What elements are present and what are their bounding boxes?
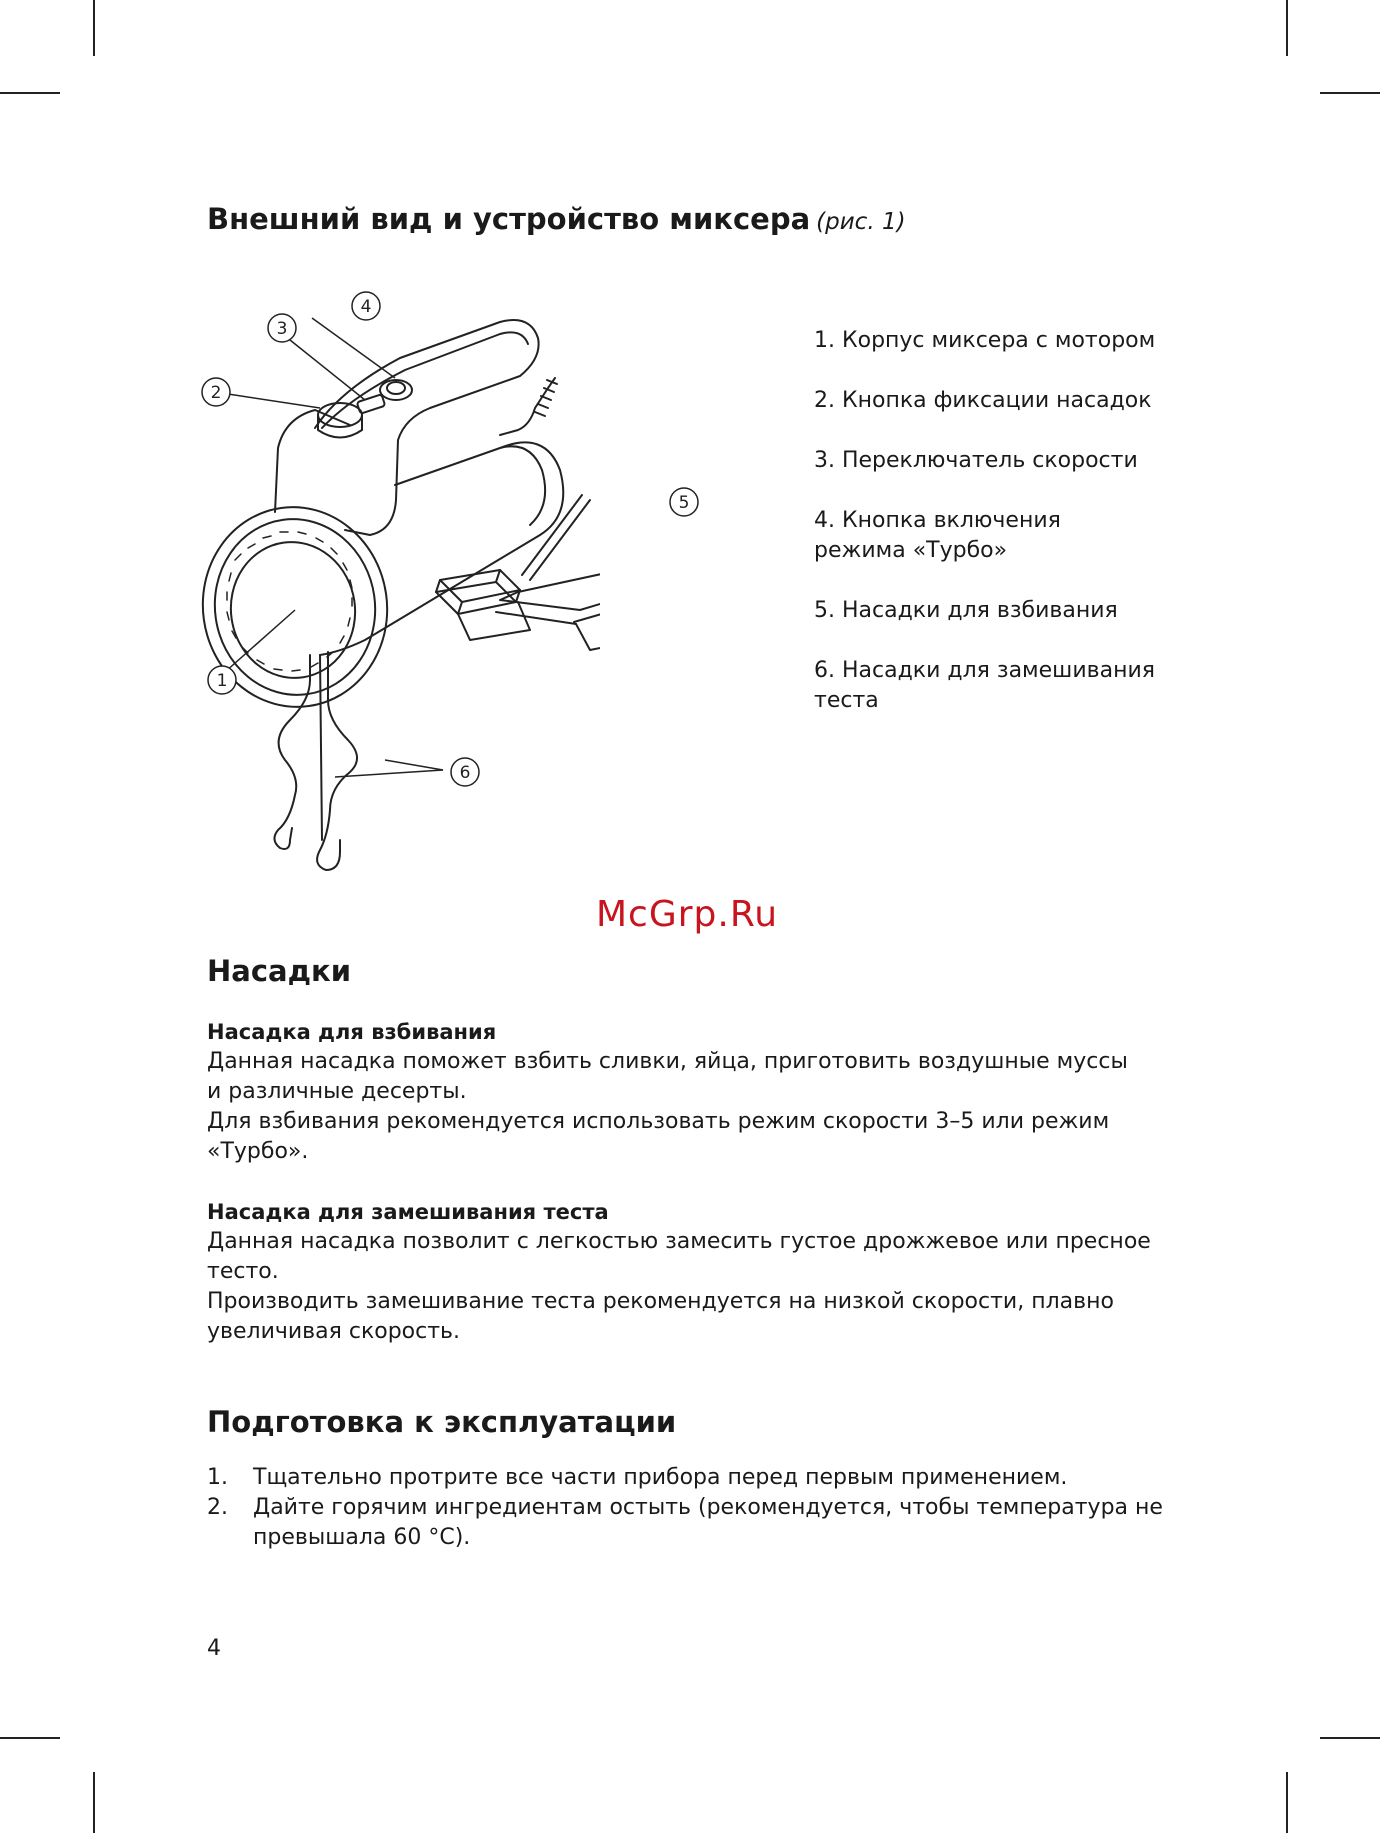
crop-mark-bottom-right-v xyxy=(1286,1772,1288,1833)
dough-line-4: увеличивая скорость. xyxy=(207,1319,460,1344)
section-title-preparation: Подготовка к эксплуатации xyxy=(207,1405,677,1439)
legend-item-4: 4. Кнопка включения режима «Турбо» xyxy=(814,508,1061,563)
dough-line-1: Данная насадка позволит с легкостью замесить густое дрожжевое или пресное xyxy=(207,1229,1151,1254)
dough-description xyxy=(207,1227,1197,1347)
legend-item-1: 1. Корпус миксера с мотором xyxy=(814,328,1156,353)
mixer-diagram xyxy=(200,280,600,900)
callout-4: 4 xyxy=(360,297,372,317)
crop-mark-top-right-v xyxy=(1286,0,1288,56)
crop-mark-top-right-h xyxy=(1320,92,1380,94)
crop-mark-bottom-left-v xyxy=(93,1772,95,1833)
dough-heading: Насадка для замешивания теста xyxy=(207,1200,609,1224)
section-title-appearance xyxy=(207,202,906,236)
list-item xyxy=(207,1463,1197,1493)
dough-hooks xyxy=(274,655,310,849)
whisk-heading: Насадка для взбивания xyxy=(207,1020,497,1044)
crop-mark-bottom-right-h xyxy=(1320,1737,1380,1739)
section-title-text: Внешний вид и устройство миксера xyxy=(207,202,811,236)
callout-6: 6 xyxy=(459,763,471,783)
crop-mark-bottom-left-h xyxy=(0,1737,60,1739)
legend-item-5: 5. Насадки для взбивания xyxy=(814,598,1118,623)
step-text: Тщательно протрите все части прибора перед первым применением. xyxy=(253,1465,1068,1490)
dough-line-2: тесто. xyxy=(207,1259,279,1284)
mixer-body xyxy=(275,410,350,512)
whisk-line-3: Для взбивания рекомендуется использовать режим скорости 3–5 или режим xyxy=(207,1109,1110,1134)
step-number: 1. xyxy=(207,1465,228,1490)
crop-mark-top-left-h xyxy=(0,92,60,94)
whisk-line-2: и различные десерты. xyxy=(207,1079,467,1104)
list-item xyxy=(207,1493,1197,1553)
legend-item-6: 6. Насадки для замешивания теста xyxy=(814,658,1155,713)
legend-item-3: 3. Переключатель скорости xyxy=(814,448,1138,473)
step-text: Дайте горячим ингредиентам остыть (рекомендуется, чтобы температура не превышала 60 °C). xyxy=(253,1495,1163,1550)
watermark: McGrp.Ru xyxy=(596,894,779,935)
figure-reference: (рис. 1) xyxy=(816,209,906,235)
whisk-description xyxy=(207,1047,1197,1167)
callout-1: 1 xyxy=(216,671,228,691)
legend-item-2: 2. Кнопка фиксации насадок xyxy=(814,388,1152,413)
step-number: 2. xyxy=(207,1495,228,1520)
mixer-handle xyxy=(315,320,539,535)
section-title-attachments: Насадки xyxy=(207,954,352,988)
whisk-line-4: «Турбо». xyxy=(207,1139,309,1164)
dough-line-3: Производить замешивание теста рекомендуется на низкой скорости, плавно xyxy=(207,1289,1114,1314)
callout-3: 3 xyxy=(276,319,288,339)
whisk-beaters xyxy=(436,495,600,650)
preparation-steps xyxy=(207,1463,1197,1553)
crop-mark-top-left-v xyxy=(93,0,95,56)
page-number: 4 xyxy=(207,1636,221,1661)
callout-5-svg xyxy=(660,478,720,538)
whisk-line-1: Данная насадка поможет взбить сливки, яйца, приготовить воздушные муссы xyxy=(207,1049,1128,1074)
callout-2: 2 xyxy=(210,383,222,403)
callout-5: 5 xyxy=(678,493,690,513)
